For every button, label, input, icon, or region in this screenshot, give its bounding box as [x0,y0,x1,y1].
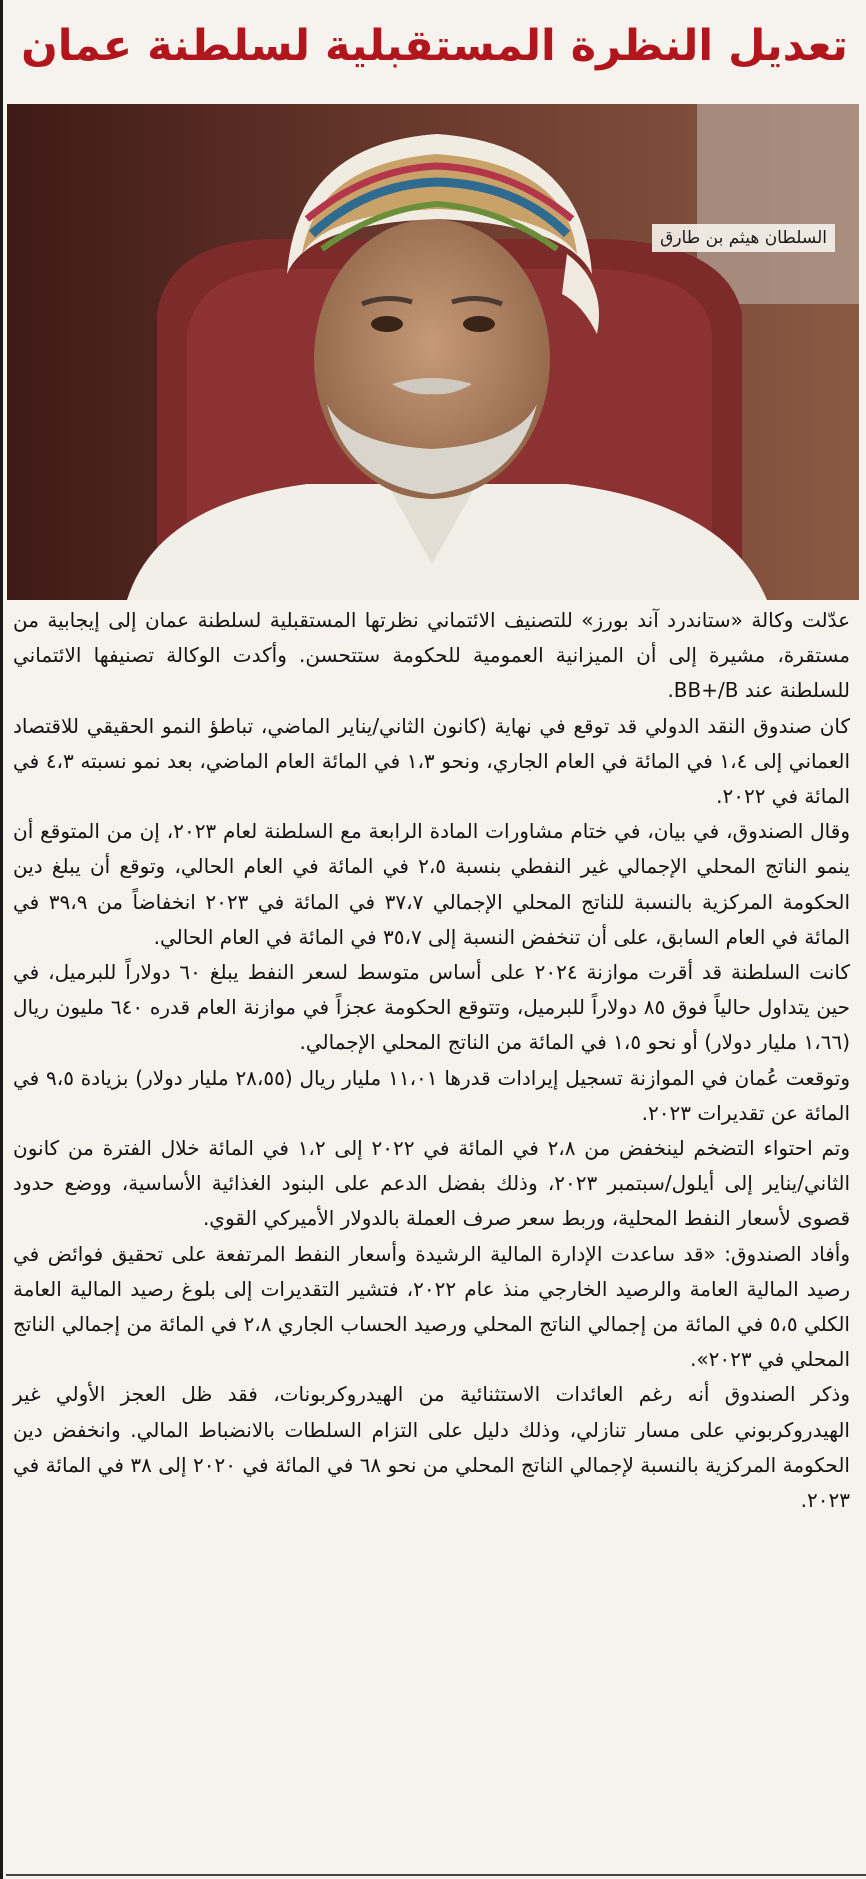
article-paragraph: كان صندوق النقد الدولي قد توقع في نهاية (كانون الثاني/يناير الماضي، تباطؤ النمو الحقيقي للاقتصاد العماني إلى ١،٤ في المائة في العام الجاري، ونحو ١،٣ في المائة العام الماضي، بعد نمو نسبته ٤،٣ في المائة في ٢٠٢٢. [13,713,850,809]
article-paragraph: كانت السلطنة قد أقرت موازنة ٢٠٢٤ على أساس متوسط لسعر النفط يبلغ ٦٠ دولاراً للبرميل، في حين يتداول حالياً فوق ٨٥ دولاراً للبرميل، وتتوقع الحكومة عجزاً في موازنة العام قدره ٦٤٠ مليون ريال (١،٦٦ مليار دولار) أو نحو ١،٥ في المائة من الناتج المحلي الإجمالي. [13,960,851,1055]
article-paragraph: وتوقعت عُمان في الموازنة تسجيل إيرادات قدرها ١١،٠١ مليار ريال (٢٨،٥٥ مليار دولار) بزيادة ٩،٥ في المائة عن تقديرات ٢٠٢٣. [13,1065,850,1125]
portrait-illustration [7,104,859,600]
article-paragraph: عدّلت وكالة «ستاندرد آند بورز» للتصنيف الائتماني نظرتها المستقبلية لسلطنة عمان إلى إيجابية من مستقرة، مشيرة إلى أن الميزانية العمومية للحكومة ستتحسن. وأكدت الوكالة تصنيفها الائتماني للسلطنة عند BB+/B. [13,608,850,703]
article-body [13,603,850,1518]
bottom-rule [6,1874,866,1876]
article-paragraph: وقال الصندوق، في بيان، في ختام مشاورات المادة الرابعة مع السلطنة لعام ٢٠٢٣، إن من المتوقع أن ينمو الناتج المحلي الإجمالي غير النفطي بنسبة ٢،٥ في المائة في العام الحالي، وتوقع أن يبلغ دين الحكومة المركزية بالنسبة للناتج المحلي الإجمالي ٣٧،٧ في المائة في ٢٠٢٣ انخفاضاً من ٣٩،٩ في المائة في العام السابق، على أن تنخفض النسبة إلى ٣٥،٧ في المائة في العام الحالي. [13,819,850,949]
article-paragraph: وأفاد الصندوق: «قد ساعدت الإدارة المالية الرشيدة وأسعار النفط المرتفعة على تحقيق فوائض في رصيد المالية العامة والرصيد الخارجي منذ عام ٢٠٢٢، فتشير التقديرات إلى بلوغ رصيد المالية العامة الكلي ٥،٥ في المائة من إجمالي الناتج المحلي ورصيد الحساب الجاري ٢،٨ في المائة من إجمالي الناتج المحلي في ٢٠٢٣». [13,1241,850,1372]
photo-caption: السلطان هيثم بن طارق [652,224,835,252]
portrait-photo [7,104,859,600]
headline: تعديل النظرة المستقبلية لسلطنة عمان [21,21,848,71]
article-paragraph: وتم احتواء التضخم لينخفض من ٢،٨ في المائة في ٢٠٢٢ إلى ١،٢ في المائة خلال الفترة من كانون الثاني/يناير إلى أيلول/سبتمبر ٢٠٢٣، وذلك بفضل الدعم على البنود الغذائية الأساسية، ووضع حدود قصوى لأسعار النفط المحلية، وربط سعر صرف العملة بالدولار الأميركي القوي. [13,1136,850,1231]
article-paragraph: وذكر الصندوق أنه رغم العائدات الاستثنائية من الهيدروكربونات، فقد ظل العجز الأولي غير الهيدروكربوني على مسار تنازلي، وذلك دليل على التزام السلطات بالانضباط المالي. وانخفض دين الحكومة المركزية بالنسبة لإجمالي الناتج المحلي من نحو ٦٨ في المائة في ٢٠٢٠ إلى ٣٨ في المائة في ٢٠٢٣. [13,1382,850,1513]
